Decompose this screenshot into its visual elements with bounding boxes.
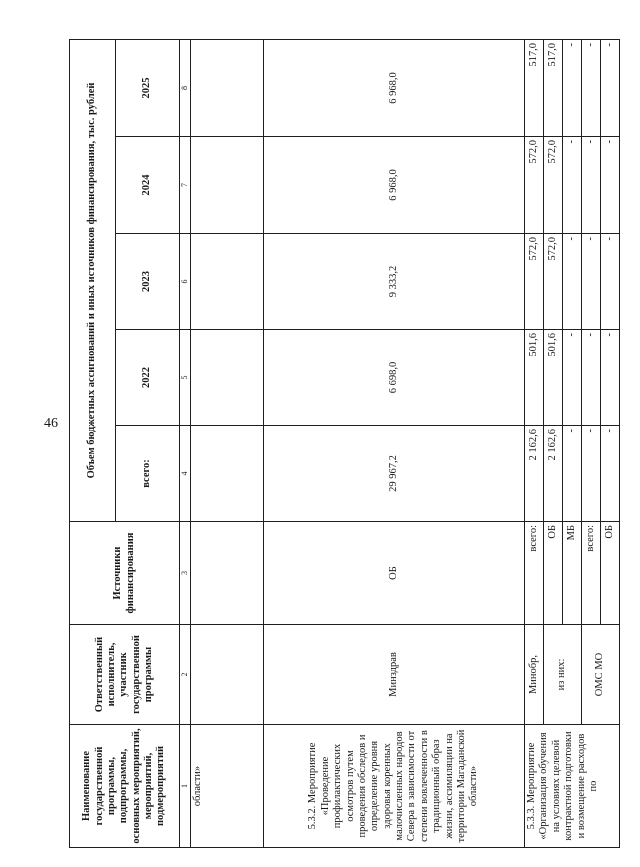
value-cell: - — [582, 426, 601, 522]
executor-cell: ОМС МО — [582, 625, 620, 725]
value-cell: 9 333,2 — [264, 234, 525, 330]
value-cell: 2 162,6 — [544, 426, 563, 522]
value-cell: 6 698,0 — [264, 330, 525, 426]
source-cell: всего: — [525, 522, 544, 625]
value-cell: 572,0 — [525, 137, 544, 234]
header-financing-group: Объем бюджетных ассигнований и иных источников финансирования, тыс. рублей — [70, 39, 116, 521]
executor-cell: из них: — [544, 625, 582, 725]
measure-name: 5.3.3. Мероприятие «Организация обучения на условиях целевой контрактной подготовки и возмещение расходов по — [525, 725, 620, 848]
table-row — [264, 39, 525, 847]
source-cell: ОБ — [544, 522, 563, 625]
header-name: Наименование государственной программы, подпрограммы, основных мероприятий, мероприятий, подмероприятий — [70, 725, 180, 848]
source-cell: ОБ — [264, 522, 525, 625]
value-cell: - — [563, 330, 582, 426]
source-cell: ОБ — [601, 522, 620, 625]
value-cell: - — [582, 330, 601, 426]
header-source: Источники финансирования — [70, 522, 180, 625]
header-2022: 2022 — [116, 330, 180, 426]
value-cell: - — [601, 137, 620, 234]
value-cell: 572,0 — [525, 234, 544, 330]
value-cell: - — [563, 426, 582, 522]
source-cell: всего: — [582, 522, 601, 625]
value-cell: 6 968,0 — [264, 39, 525, 136]
col-num: 4 — [180, 426, 191, 522]
header-2023: 2023 — [116, 234, 180, 330]
value-cell: 501,6 — [525, 330, 544, 426]
col-num: 8 — [180, 39, 191, 136]
col-num: 5 — [180, 330, 191, 426]
rotated-table-sheet — [69, 40, 615, 848]
value-cell: - — [582, 234, 601, 330]
executor-cell: Минздрав — [264, 625, 525, 725]
header-executor: Ответственный исполнитель, участник государственной программы — [70, 625, 180, 725]
value-cell: 29 967,2 — [264, 426, 525, 522]
col-num: 7 — [180, 137, 191, 234]
value-cell: - — [601, 330, 620, 426]
table-row — [525, 39, 544, 847]
continuation-cell: области» — [191, 725, 264, 848]
value-cell: 572,0 — [544, 234, 563, 330]
value-cell: - — [601, 39, 620, 136]
col-num: 3 — [180, 522, 191, 625]
col-num: 2 — [180, 625, 191, 725]
value-cell: 517,0 — [525, 39, 544, 136]
value-cell: 501,6 — [544, 330, 563, 426]
value-cell: - — [582, 39, 601, 136]
value-cell: - — [563, 39, 582, 136]
value-cell: 517,0 — [544, 39, 563, 136]
value-cell: - — [601, 426, 620, 522]
executor-cell: Минобр, — [525, 625, 544, 725]
measure-name: 5.3.2. Мероприятие «Проведение профилактических осмотров путем проведения обследов и определение уровня здоровья коренных малочисленных народов Севера в зависимости от степени вовлеченности в традиционный образ жизни, ассимиляции на территории Магаданской области» — [264, 725, 525, 848]
value-cell: 6 968,0 — [264, 137, 525, 234]
value-cell: - — [582, 137, 601, 234]
value-cell: 2 162,6 — [525, 426, 544, 522]
column-number-row — [180, 39, 191, 847]
col-num: 1 — [180, 725, 191, 848]
value-cell: - — [601, 234, 620, 330]
value-cell: - — [563, 234, 582, 330]
financing-table — [69, 39, 620, 848]
header-2024: 2024 — [116, 137, 180, 234]
source-cell: МБ — [563, 522, 582, 625]
col-num: 6 — [180, 234, 191, 330]
header-total: всего: — [116, 426, 180, 522]
table-row — [191, 39, 264, 847]
value-cell: 572,0 — [544, 137, 563, 234]
header-2025: 2025 — [116, 39, 180, 136]
value-cell: - — [563, 137, 582, 234]
page-number: 46 — [44, 416, 58, 431]
